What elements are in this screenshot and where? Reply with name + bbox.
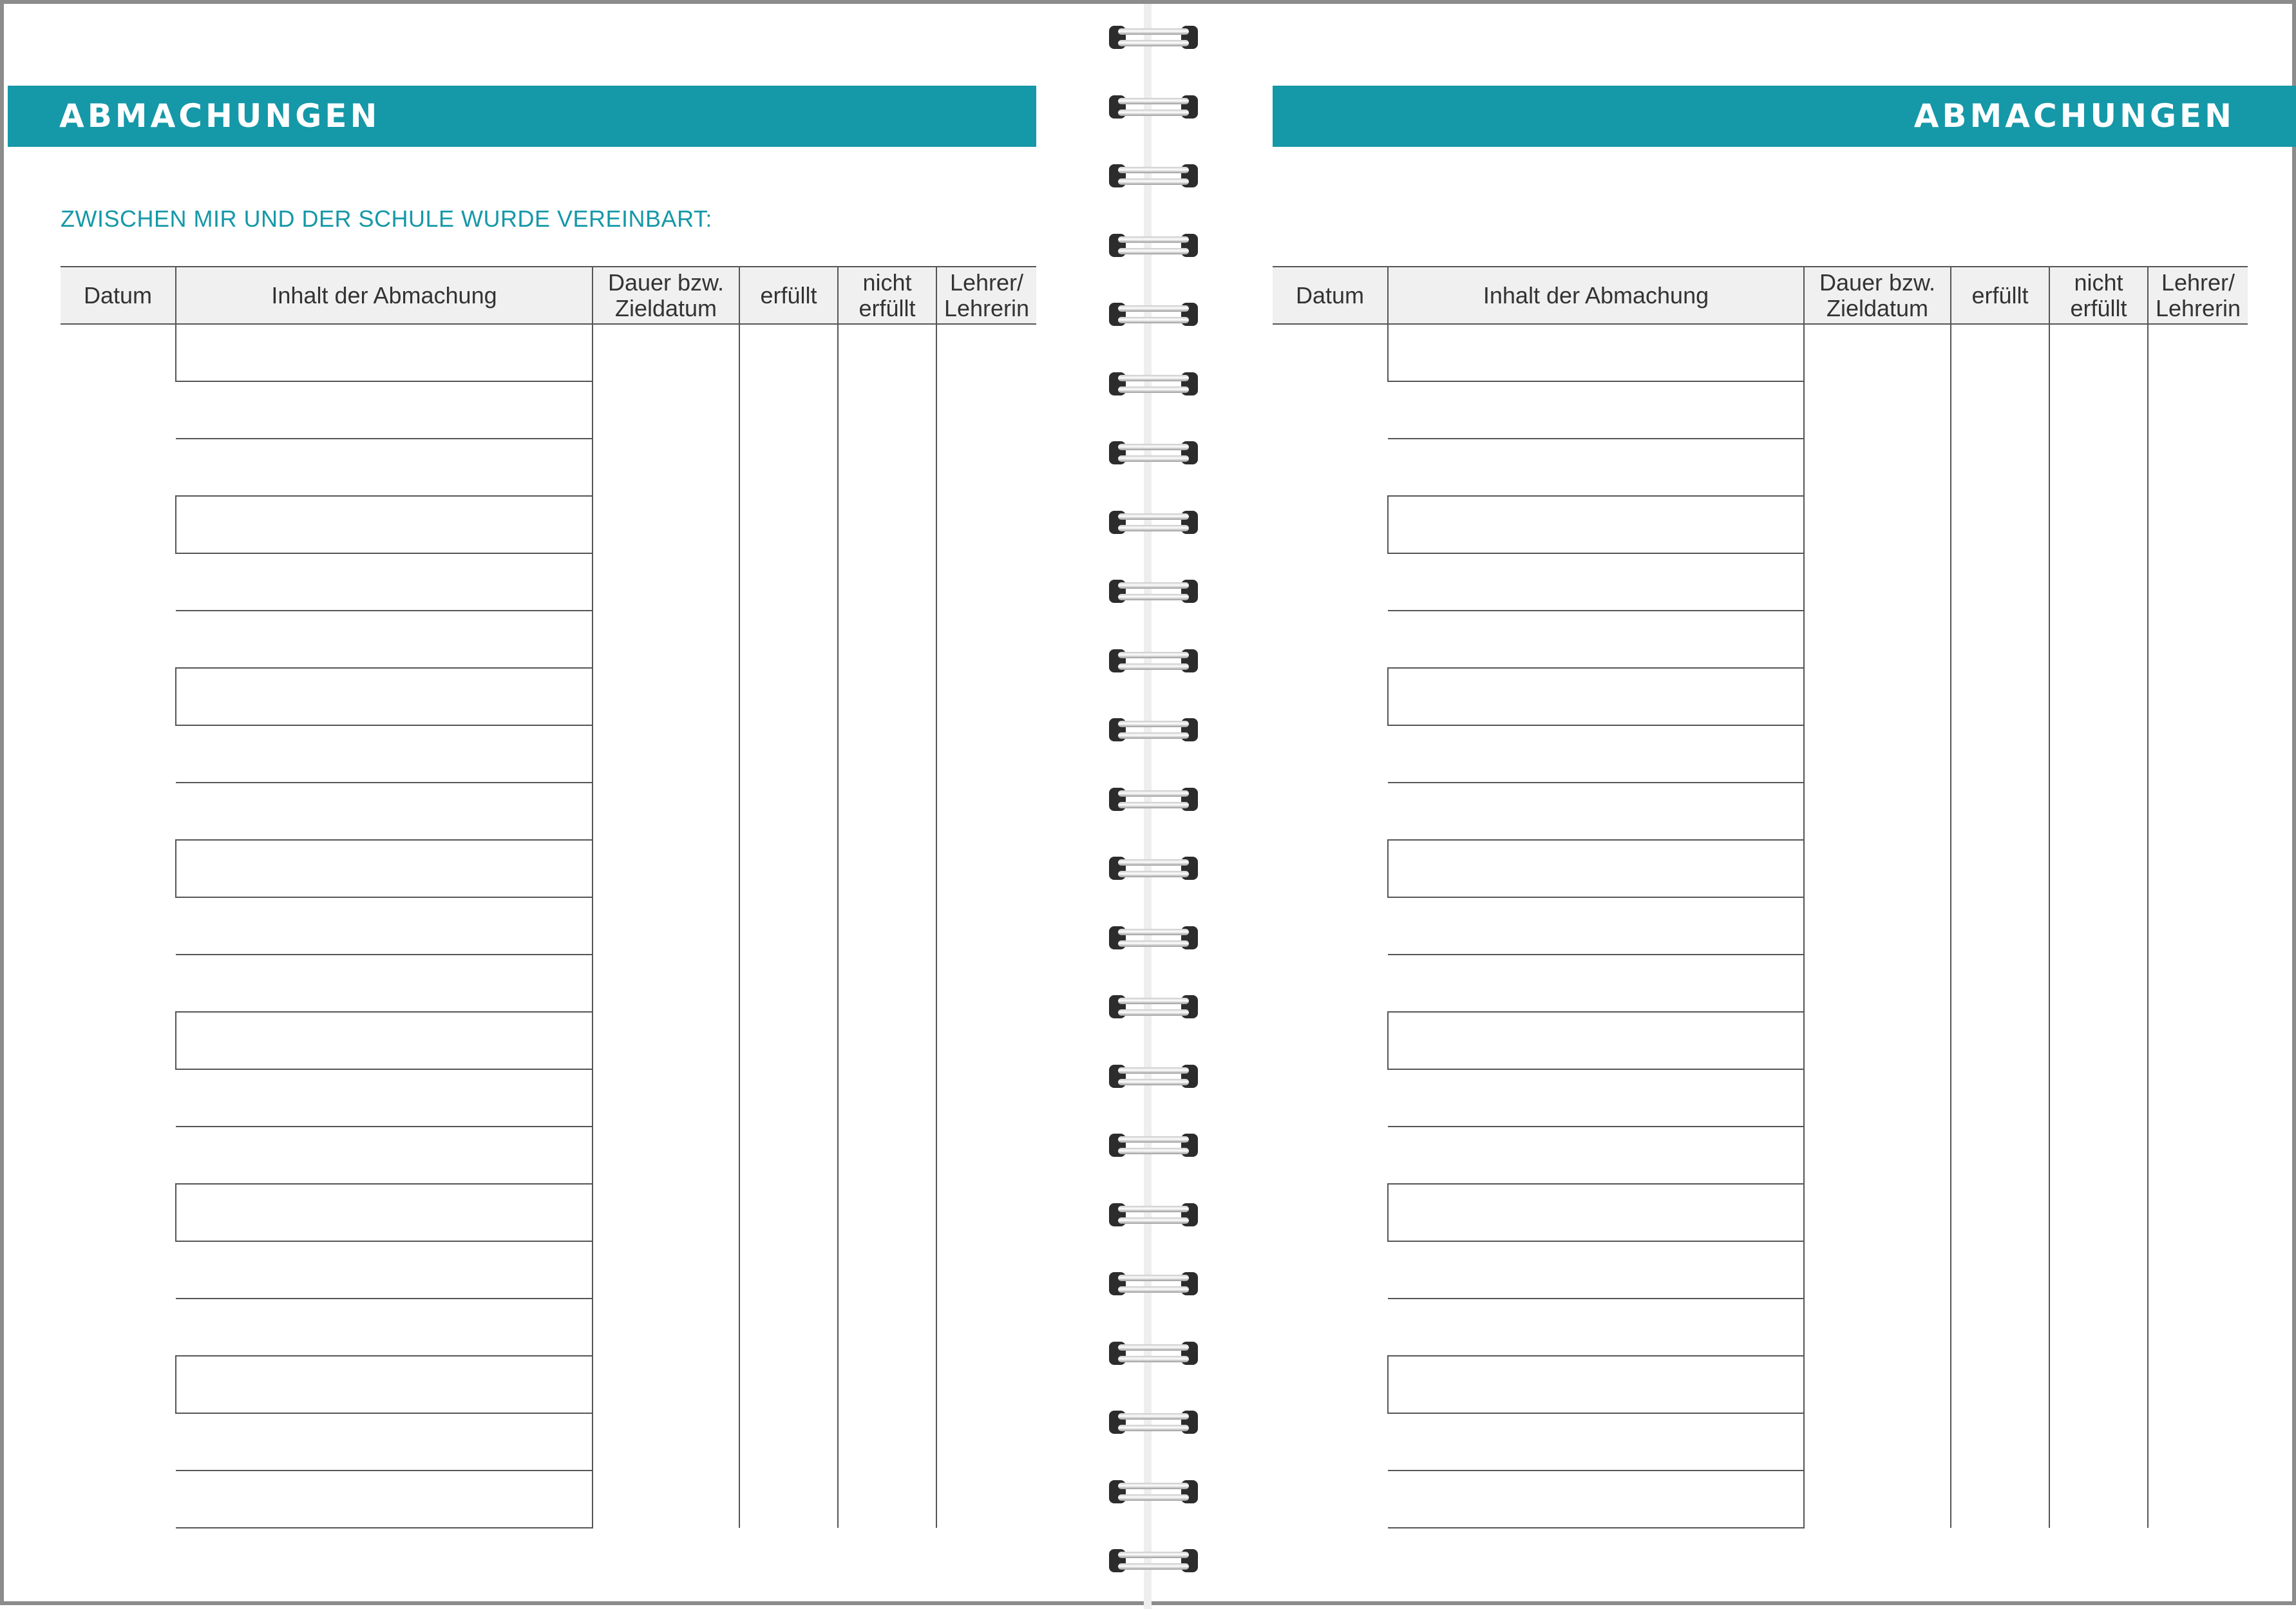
inhalt-line[interactable] — [176, 1012, 593, 1069]
col-header-inhalt: Inhalt der Abmachung — [176, 267, 593, 324]
inhalt-line[interactable] — [176, 1184, 593, 1241]
dauer-cell[interactable] — [1804, 668, 1951, 840]
lehrer-cell[interactable] — [2148, 1012, 2248, 1184]
col-header-nicht-erfuellt: nicht erfüllt — [2049, 267, 2148, 324]
datum-cell[interactable] — [1273, 324, 1388, 496]
agreements-table — [61, 266, 1036, 1528]
binding-ring — [1105, 503, 1202, 542]
lehrer-cell[interactable] — [936, 324, 1036, 496]
binding-ring — [1105, 849, 1202, 888]
entry-line — [61, 668, 1036, 725]
lehrer-cell[interactable] — [2148, 1184, 2248, 1356]
inhalt-line[interactable] — [1388, 955, 1804, 1012]
dauer-cell[interactable] — [1804, 1012, 1951, 1184]
inhalt-line[interactable] — [1388, 668, 1804, 725]
dauer-cell[interactable] — [593, 1184, 739, 1356]
inhalt-line[interactable] — [1388, 1012, 1804, 1069]
lehrer-cell[interactable] — [2148, 324, 2248, 496]
left-page — [4, 4, 1086, 1609]
binding-ring — [1105, 157, 1202, 195]
col-header-lehrer: Lehrer/ Lehrerin — [2148, 267, 2248, 324]
inhalt-line[interactable] — [176, 553, 593, 611]
lehrer-cell[interactable] — [936, 840, 1036, 1012]
inhalt-line[interactable] — [176, 1069, 593, 1127]
erfuellt-cell[interactable] — [1951, 1356, 2049, 1528]
lehrer-cell[interactable] — [936, 1012, 1036, 1184]
binding-ring — [1105, 1334, 1202, 1373]
col-header-datum: Datum — [1273, 267, 1388, 324]
inhalt-line[interactable] — [1388, 1471, 1804, 1528]
inhalt-line[interactable] — [176, 439, 593, 496]
erfuellt-cell[interactable] — [1951, 496, 2049, 668]
inhalt-line[interactable] — [176, 1127, 593, 1184]
inhalt-line[interactable] — [176, 897, 593, 955]
erfuellt-cell[interactable] — [1951, 840, 2049, 1012]
inhalt-line[interactable] — [1388, 1241, 1804, 1299]
inhalt-line[interactable] — [1388, 840, 1804, 897]
binding-ring — [1105, 1541, 1202, 1580]
dauer-cell[interactable] — [1804, 1356, 1951, 1528]
entry-line — [61, 1184, 1036, 1241]
inhalt-line[interactable] — [176, 1356, 593, 1413]
inhalt-line[interactable] — [176, 611, 593, 668]
nicht-erfuellt-cell[interactable] — [2049, 496, 2148, 668]
page-title-banner: ABMACHUNGEN — [1273, 86, 2296, 147]
inhalt-line[interactable] — [1388, 1069, 1804, 1127]
binding-ring — [1105, 88, 1202, 126]
inhalt-line[interactable] — [1388, 1356, 1804, 1413]
binding-ring — [1105, 780, 1202, 819]
inhalt-line[interactable] — [176, 725, 593, 783]
dauer-cell[interactable] — [1804, 496, 1951, 668]
erfuellt-cell[interactable] — [739, 840, 838, 1012]
nicht-erfuellt-cell[interactable] — [2049, 840, 2148, 1012]
erfuellt-cell[interactable] — [1951, 1012, 2049, 1184]
entry-line — [1273, 1012, 2248, 1069]
inhalt-line[interactable] — [1388, 439, 1804, 496]
dauer-cell[interactable] — [593, 668, 739, 840]
nicht-erfuellt-cell[interactable] — [2049, 1012, 2148, 1184]
inhalt-line[interactable] — [1388, 553, 1804, 611]
nicht-erfuellt-cell[interactable] — [838, 1356, 936, 1528]
inhalt-line[interactable] — [176, 1299, 593, 1356]
binding-ring — [1105, 1472, 1202, 1511]
nicht-erfuellt-cell[interactable] — [2049, 1356, 2148, 1528]
erfuellt-cell[interactable] — [739, 324, 838, 496]
entry-line — [61, 1356, 1036, 1413]
nicht-erfuellt-cell[interactable] — [838, 1012, 936, 1184]
inhalt-line[interactable] — [1388, 1184, 1804, 1241]
binding-ring — [1105, 1126, 1202, 1165]
agreement-subtitle: ZWISCHEN MIR UND DER SCHULE WURDE VEREINBART: — [61, 205, 712, 232]
lehrer-cell[interactable] — [2148, 668, 2248, 840]
binding-ring — [1105, 18, 1202, 57]
lehrer-cell[interactable] — [936, 1184, 1036, 1356]
table-body — [61, 324, 1036, 1528]
inhalt-line[interactable] — [1388, 611, 1804, 668]
inhalt-line[interactable] — [176, 1413, 593, 1471]
binding-ring — [1105, 1403, 1202, 1442]
datum-cell[interactable] — [1273, 1356, 1388, 1528]
inhalt-line[interactable] — [1388, 897, 1804, 955]
lehrer-cell[interactable] — [936, 1356, 1036, 1528]
col-header-erfuellt: erfüllt — [1951, 267, 2049, 324]
inhalt-line[interactable] — [1388, 1299, 1804, 1356]
lehrer-cell[interactable] — [2148, 496, 2248, 668]
nicht-erfuellt-cell[interactable] — [838, 840, 936, 1012]
dauer-cell[interactable] — [593, 1012, 739, 1184]
col-header-datum: Datum — [61, 267, 176, 324]
inhalt-line[interactable] — [176, 496, 593, 553]
erfuellt-cell[interactable] — [1951, 668, 2049, 840]
nicht-erfuellt-cell[interactable] — [2049, 668, 2148, 840]
datum-cell[interactable] — [61, 496, 176, 668]
binding-ring — [1105, 295, 1202, 334]
inhalt-line[interactable] — [176, 955, 593, 1012]
page-title-banner: ABMACHUNGEN — [8, 86, 1036, 147]
lehrer-cell[interactable] — [936, 496, 1036, 668]
col-header-nicht-erfuellt: nicht erfüllt — [838, 267, 936, 324]
binding-ring — [1105, 1264, 1202, 1303]
inhalt-line[interactable] — [176, 381, 593, 439]
col-header-inhalt: Inhalt der Abmachung — [1388, 267, 1804, 324]
dauer-cell[interactable] — [1804, 1184, 1951, 1356]
lehrer-cell[interactable] — [936, 668, 1036, 840]
binding-ring — [1105, 572, 1202, 611]
inhalt-line[interactable] — [1388, 324, 1804, 381]
erfuellt-cell[interactable] — [739, 1184, 838, 1356]
nicht-erfuellt-cell[interactable] — [2049, 1184, 2148, 1356]
inhalt-line[interactable] — [1388, 381, 1804, 439]
datum-cell[interactable] — [1273, 1012, 1388, 1184]
entry-line — [61, 324, 1036, 381]
entry-line — [61, 496, 1036, 553]
dauer-cell[interactable] — [593, 1356, 739, 1528]
erfuellt-cell[interactable] — [1951, 1184, 2049, 1356]
inhalt-line[interactable] — [176, 840, 593, 897]
binding-ring — [1105, 1195, 1202, 1234]
right-page — [1218, 4, 2296, 1609]
inhalt-line[interactable] — [176, 783, 593, 840]
datum-cell[interactable] — [61, 668, 176, 840]
entry-line — [1273, 324, 2248, 381]
nicht-erfuellt-cell[interactable] — [2049, 324, 2148, 496]
erfuellt-cell[interactable] — [739, 668, 838, 840]
entry-line — [61, 1012, 1036, 1069]
entry-line — [1273, 1184, 2248, 1241]
dauer-cell[interactable] — [593, 840, 739, 1012]
nicht-erfuellt-cell[interactable] — [838, 496, 936, 668]
nicht-erfuellt-cell[interactable] — [838, 1184, 936, 1356]
datum-cell[interactable] — [1273, 840, 1388, 1012]
binding-ring — [1105, 1057, 1202, 1096]
datum-cell[interactable] — [61, 324, 176, 496]
dauer-cell[interactable] — [593, 324, 739, 496]
inhalt-line[interactable] — [1388, 783, 1804, 840]
binding-ring — [1105, 226, 1202, 265]
nicht-erfuellt-cell[interactable] — [838, 324, 936, 496]
erfuellt-cell[interactable] — [739, 1356, 838, 1528]
datum-cell[interactable] — [1273, 668, 1388, 840]
inhalt-line[interactable] — [1388, 496, 1804, 553]
datum-cell[interactable] — [61, 1012, 176, 1184]
dauer-cell[interactable] — [593, 496, 739, 668]
inhalt-line[interactable] — [1388, 725, 1804, 783]
agreements-table — [1273, 266, 2248, 1528]
col-header-dauer: Dauer bzw. Zieldatum — [1804, 267, 1951, 324]
erfuellt-cell[interactable] — [739, 496, 838, 668]
binding-ring — [1105, 987, 1202, 1026]
binding-ring — [1105, 710, 1202, 749]
inhalt-line[interactable] — [1388, 1413, 1804, 1471]
lehrer-cell[interactable] — [2148, 840, 2248, 1012]
entry-line — [1273, 668, 2248, 725]
binding-ring — [1105, 919, 1202, 957]
inhalt-line[interactable] — [1388, 1127, 1804, 1184]
inhalt-line[interactable] — [176, 668, 593, 725]
entry-line — [1273, 496, 2248, 553]
entry-line — [61, 840, 1036, 897]
binding-ring — [1105, 365, 1202, 403]
dauer-cell[interactable] — [1804, 840, 1951, 1012]
datum-cell[interactable] — [61, 1356, 176, 1528]
lehrer-cell[interactable] — [2148, 1356, 2248, 1528]
erfuellt-cell[interactable] — [1951, 324, 2049, 496]
table-header-row — [1273, 267, 2248, 324]
entry-line — [1273, 840, 2248, 897]
inhalt-line[interactable] — [176, 1471, 593, 1528]
table-body — [1273, 324, 2248, 1528]
table-header-row — [61, 267, 1036, 324]
inhalt-line[interactable] — [176, 1241, 593, 1299]
col-header-dauer: Dauer bzw. Zieldatum — [593, 267, 739, 324]
nicht-erfuellt-cell[interactable] — [838, 668, 936, 840]
inhalt-line[interactable] — [176, 324, 593, 381]
erfuellt-cell[interactable] — [739, 1012, 838, 1184]
datum-cell[interactable] — [61, 1184, 176, 1356]
datum-cell[interactable] — [1273, 496, 1388, 668]
col-header-lehrer: Lehrer/ Lehrerin — [936, 267, 1036, 324]
binding-ring — [1105, 642, 1202, 680]
entry-line — [1273, 1356, 2248, 1413]
dauer-cell[interactable] — [1804, 324, 1951, 496]
datum-cell[interactable] — [61, 840, 176, 1012]
col-header-erfuellt: erfüllt — [739, 267, 838, 324]
datum-cell[interactable] — [1273, 1184, 1388, 1356]
binding-ring — [1105, 433, 1202, 472]
